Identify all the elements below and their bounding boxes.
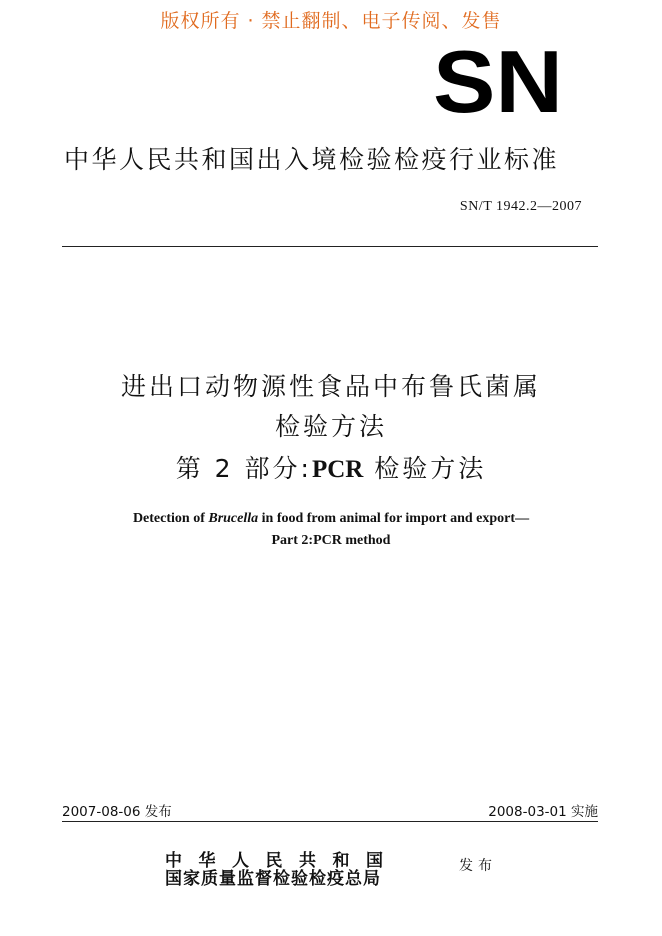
title-cn-line3-pcr: PCR <box>311 456 364 483</box>
org-title: 中华人民共和国出入境检验检疫行业标准 <box>64 145 560 174</box>
copyright-notice: 版权所有 · 禁止翻制、电子传阅、发售 <box>160 10 502 32</box>
title-cn-line1: 进出口动物源性食品中布鲁氏菌属 <box>120 372 541 401</box>
sn-logo <box>432 50 564 116</box>
title-cn-line3-suffix: 检验方法 <box>363 454 487 483</box>
title-cn-line3 <box>0 456 662 482</box>
issuer-line1: 中华人民共和国 <box>165 851 400 871</box>
title-cn-line3-prefix: 第 2 部分: <box>175 454 312 483</box>
header-divider <box>62 246 598 247</box>
title-en-line1-after: in food from animal for import and export— <box>258 511 530 526</box>
footer-divider <box>62 821 598 822</box>
publish-label: 发布 <box>459 858 497 874</box>
sn-logo-text: SN <box>433 50 563 116</box>
title-en-line2: Part 2:PCR method <box>271 533 391 548</box>
title-en-line1-italic: Brucella <box>208 511 259 526</box>
title-cn-line2: 检验方法 <box>274 412 387 441</box>
implement-date: 2008-03-01 实施 <box>488 804 598 820</box>
issuer-line2: 国家质量监督检验检疫总局 <box>165 869 381 889</box>
standard-number: SN/T 1942.2—2007 <box>459 199 582 214</box>
title-en-line1 <box>0 511 662 527</box>
title-en-line1-before: Detection of <box>132 511 209 526</box>
issue-date: 2007-08-06 发布 <box>62 804 172 820</box>
